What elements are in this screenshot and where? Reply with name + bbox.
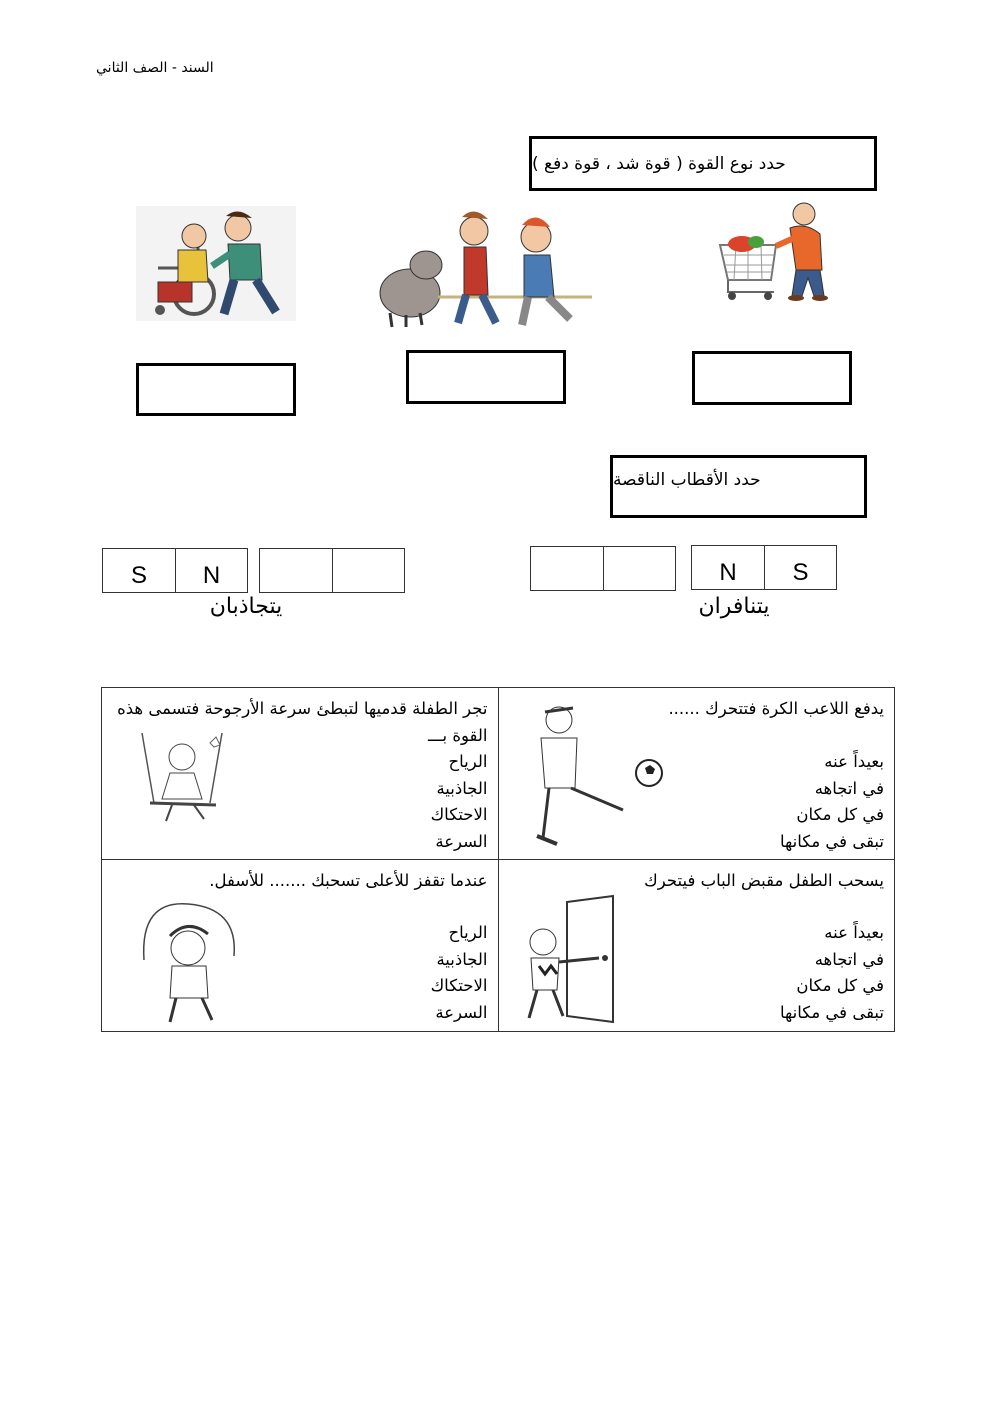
magnet-pole: N xyxy=(175,549,247,592)
question-text: يسحب الطفل مقبض الباب فيتحرك xyxy=(644,871,884,890)
option-item[interactable]: في اتجاهه xyxy=(814,949,884,969)
option-item[interactable]: بعيداً عنه xyxy=(824,923,884,942)
option-item[interactable]: الاحتكاك xyxy=(430,805,488,824)
magnet-pole-blank[interactable] xyxy=(332,549,404,592)
option-item[interactable]: الجاذبية xyxy=(436,949,488,969)
option-item[interactable]: الجاذبية xyxy=(436,778,488,798)
options-list xyxy=(780,749,884,855)
questions-table xyxy=(101,687,895,1032)
magnet-pole: N xyxy=(719,559,737,586)
magnet-repel-b xyxy=(691,545,837,590)
question-cell-door xyxy=(498,860,895,1032)
magnet-pole: S xyxy=(764,546,836,589)
tug-of-war-image xyxy=(378,205,594,333)
dog-icon xyxy=(380,251,442,327)
shopping-cart-image xyxy=(716,200,852,305)
question-cell-swing xyxy=(102,688,499,860)
option-item[interactable]: الاحتكاك xyxy=(430,976,488,995)
page-header: السند - الصف الثاني xyxy=(96,60,214,76)
magnet-pole-blank[interactable] xyxy=(260,549,332,592)
boy-kicking-ball-icon xyxy=(519,698,669,853)
option-item[interactable]: السرعة xyxy=(435,831,488,851)
boy-pulling-door-icon xyxy=(515,890,645,1030)
option-item[interactable]: في كل مكان xyxy=(796,976,884,995)
option-item[interactable]: تبقى في مكانها xyxy=(779,831,884,851)
boy-pulling-icon-2 xyxy=(521,217,570,325)
answer-box-shopping-cart[interactable] xyxy=(692,351,852,405)
options-list xyxy=(431,920,488,1026)
option-item[interactable]: في اتجاهه xyxy=(814,778,884,798)
magnet-attract-b-blank[interactable] xyxy=(259,548,405,593)
option-item[interactable]: بعيداً عنه xyxy=(824,752,884,771)
magnet-pole: S xyxy=(130,562,147,589)
magnet-pole-blank[interactable] xyxy=(531,547,603,590)
question-cell-jump xyxy=(102,860,499,1032)
option-item[interactable]: تبقى في مكانها xyxy=(779,1002,884,1022)
force-type-instruction: حدد نوع القوة ( قوة شد ، قوة دفع ) xyxy=(529,136,877,191)
options-list xyxy=(431,749,488,855)
magnet-repel-a-blank[interactable] xyxy=(530,546,676,591)
options-list xyxy=(780,920,884,1026)
question-text: يدفع اللاعب الكرة فتتحرك ...... xyxy=(668,699,884,718)
wheelchair-image xyxy=(136,206,296,321)
boy-jumping-rope-icon xyxy=(130,900,245,1030)
magnet-attract-a xyxy=(102,548,248,593)
missing-poles-instruction: حدد الأقطاب الناقصة xyxy=(610,455,867,518)
man-pushing-cart-icon xyxy=(776,203,828,301)
answer-box-wheelchair[interactable] xyxy=(136,363,296,416)
repel-label: يتنافران xyxy=(698,594,770,619)
boy-pulling-icon xyxy=(458,211,496,323)
option-item[interactable]: السرعة xyxy=(435,1002,488,1022)
option-item[interactable]: الرياح xyxy=(448,752,488,771)
question-text: تجر الطفلة قدميها لتبطئ سرعة الأرجوحة فتسمى هذه القوة بـــ xyxy=(117,699,488,745)
answer-box-tug-of-war[interactable] xyxy=(406,350,566,404)
magnet-pole-blank[interactable] xyxy=(603,547,675,590)
option-item[interactable]: في كل مكان xyxy=(796,805,884,824)
question-text: عندما تقفز للأعلى تسحبك ....... للأسفل. xyxy=(209,871,488,890)
question-cell-ball xyxy=(498,688,895,860)
girl-on-swing-icon xyxy=(132,733,232,828)
butterfly-icon xyxy=(210,737,220,747)
attract-label: يتجاذبان xyxy=(209,594,283,619)
shopping-cart-icon xyxy=(720,236,776,300)
option-item[interactable]: الرياح xyxy=(448,923,488,942)
